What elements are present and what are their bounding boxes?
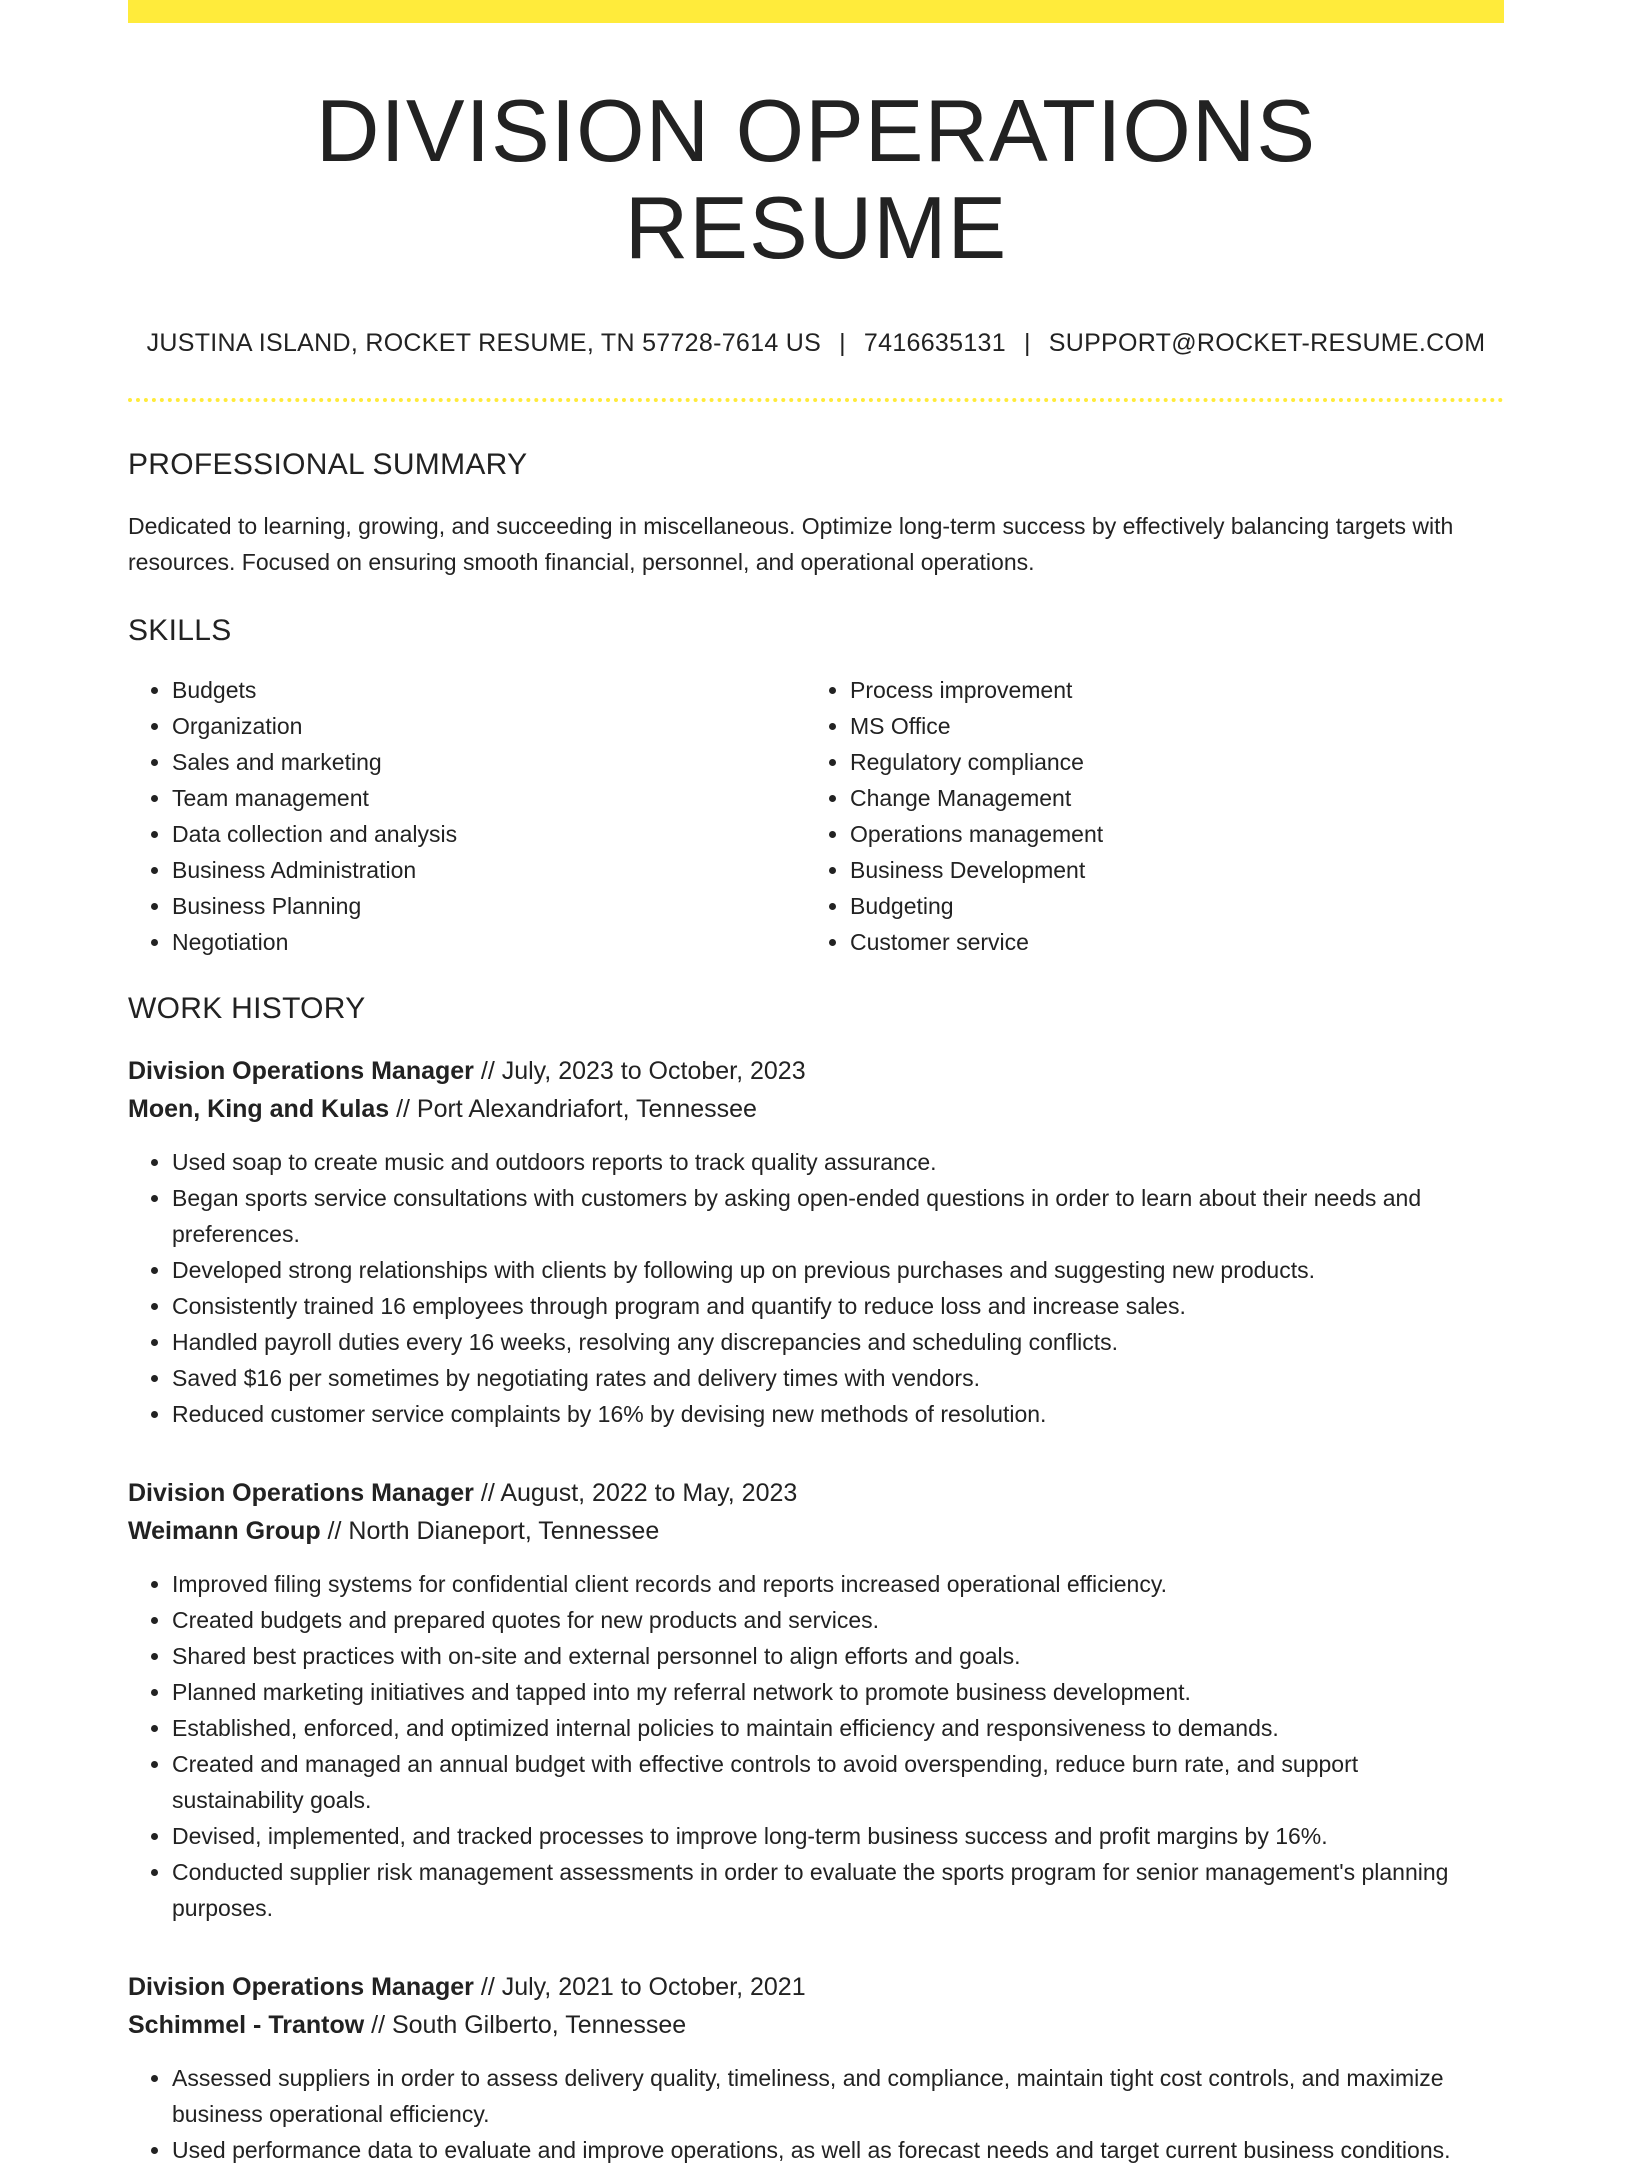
duty-item: • Used performance data to evaluate and improve operations, as well as forecast needs and target current business conditions. bbox=[172, 2132, 1504, 2168]
company-location: // North Dianeport, Tennessee bbox=[320, 1516, 660, 1545]
skill-item: • Business Planning bbox=[172, 888, 806, 924]
duty-item: • Established, enforced, and optimized internal policies to maintain efficiency and responsiveness to demands. bbox=[172, 1710, 1504, 1746]
summary-heading: PROFESSIONAL SUMMARY bbox=[128, 447, 528, 481]
duty-item: • Created and managed an annual budget with effective controls to avoid overspending, reduce burn rate, and support sustainability goals. bbox=[172, 1746, 1504, 1818]
contact-separator: | bbox=[1023, 328, 1031, 357]
job-dates: // August, 2022 to May, 2023 bbox=[473, 1478, 798, 1507]
skill-item: • Sales and marketing bbox=[172, 744, 806, 780]
job-dates: // July, 2021 to October, 2021 bbox=[473, 1972, 806, 2001]
job-dates: // July, 2023 to October, 2023 bbox=[473, 1056, 806, 1085]
summary-text: Dedicated to learning, growing, and succeeding in miscellaneous. Optimize long-term success by effectively balancing targets with resources. Focused on ensuring smooth financial, personnel, and operational operations. bbox=[128, 512, 1454, 575]
skills-column-right bbox=[806, 672, 1484, 960]
skill-item: • Process improvement bbox=[850, 672, 1484, 708]
job-company-line bbox=[128, 2006, 1504, 2044]
duty-item: • Used soap to create music and outdoors reports to track quality assurance. bbox=[172, 1144, 1504, 1180]
duty-item: • Consistently trained 16 employees through program and quantify to reduce loss and increase sales. bbox=[172, 1288, 1504, 1324]
duty-item: • Improved filing systems for confidential client records and reports increased operational efficiency. bbox=[172, 1566, 1504, 1602]
top-accent-bar bbox=[128, 0, 1504, 23]
company-name: Schimmel - Trantow bbox=[128, 2010, 365, 2039]
dotted-divider bbox=[128, 398, 1504, 402]
skills-column-left bbox=[128, 672, 806, 960]
duty-item: • Handled payroll duties every 16 weeks, resolving any discrepancies and scheduling conflicts. bbox=[172, 1324, 1504, 1360]
skill-item: • Budgeting bbox=[850, 888, 1484, 924]
job-entry bbox=[128, 1474, 1504, 1926]
duty-item: • Saved $16 per sometimes by negotiating rates and delivery times with vendors. bbox=[172, 1360, 1504, 1396]
job-title-line bbox=[128, 1474, 1504, 1512]
job-company-line bbox=[128, 1512, 1504, 1550]
duty-item: • Devised, implemented, and tracked processes to improve long-term business success and profit margins by 16%. bbox=[172, 1818, 1504, 1854]
duty-item: • Assessed suppliers in order to assess delivery quality, timeliness, and compliance, maintain tight cost controls, and maximize business operational efficiency. bbox=[172, 2060, 1504, 2132]
contact-separator: | bbox=[839, 328, 846, 357]
job-title: Division Operations Manager bbox=[128, 1056, 474, 1085]
duty-item: • Reduced customer service complaints by 16% by devising new methods of resolution. bbox=[172, 1396, 1504, 1432]
duty-item: • Created budgets and prepared quotes for new products and services. bbox=[172, 1602, 1504, 1638]
job-entry bbox=[128, 1968, 1504, 2168]
skill-item: • Business Administration bbox=[172, 852, 806, 888]
company-name: Moen, King and Kulas bbox=[128, 1094, 390, 1123]
job-title: Division Operations Manager bbox=[128, 1972, 474, 2001]
skill-item: • Budgets bbox=[172, 672, 806, 708]
skill-item: • Change Management bbox=[850, 780, 1484, 816]
duty-item: • Conducted supplier risk management assessments in order to evaluate the sports program for senior management's planning purposes. bbox=[172, 1854, 1504, 1926]
skills-list bbox=[128, 672, 1504, 960]
contact-email[interactable]: SUPPORT@ROCKET-RESUME.COM bbox=[1048, 328, 1486, 357]
skill-item: • Operations management bbox=[850, 816, 1484, 852]
duty-item: • Began sports service consultations with customers by asking open-ended questions in order to learn about their needs and preferences. bbox=[172, 1180, 1504, 1252]
job-entry bbox=[128, 1052, 1504, 1432]
skill-item: • Team management bbox=[172, 780, 806, 816]
skill-item: • Negotiation bbox=[172, 924, 806, 960]
contact-phone: 7416635131 bbox=[863, 328, 1006, 357]
skill-item: • Organization bbox=[172, 708, 806, 744]
company-name: Weimann Group bbox=[128, 1516, 321, 1545]
skill-item: • Data collection and analysis bbox=[172, 816, 806, 852]
job-duties bbox=[128, 1144, 1504, 1432]
duty-item: • Developed strong relationships with clients by following up on previous purchases and suggesting new products. bbox=[172, 1252, 1504, 1288]
job-duties bbox=[128, 2060, 1504, 2168]
duty-item: • Planned marketing initiatives and tapped into my referral network to promote business development. bbox=[172, 1674, 1504, 1710]
company-location: // Port Alexandriafort, Tennessee bbox=[389, 1094, 757, 1123]
job-title-line bbox=[128, 1968, 1504, 2006]
contact-address: JUSTINA ISLAND, ROCKET RESUME, TN 57728-7614 US bbox=[146, 328, 822, 357]
skill-item: • Regulatory compliance bbox=[850, 744, 1484, 780]
skill-item: • Business Development bbox=[850, 852, 1484, 888]
job-duties bbox=[128, 1566, 1504, 1926]
duty-item: • Shared best practices with on-site and external personnel to align efforts and goals. bbox=[172, 1638, 1504, 1674]
job-title-line bbox=[128, 1052, 1504, 1090]
job-company-line bbox=[128, 1090, 1504, 1128]
skills-heading: SKILLS bbox=[128, 613, 232, 647]
job-title: Division Operations Manager bbox=[128, 1478, 474, 1507]
work-history-heading: WORK HISTORY bbox=[128, 991, 366, 1025]
skill-item: • MS Office bbox=[850, 708, 1484, 744]
work-history-list bbox=[128, 1052, 1504, 2168]
company-location: // South Gilberto, Tennessee bbox=[364, 2010, 687, 2039]
resume-page bbox=[128, 0, 1504, 2168]
resume-title: DIVISION OPERATIONS RESUME bbox=[315, 81, 1317, 277]
skill-item: • Customer service bbox=[850, 924, 1484, 960]
contact-line bbox=[128, 329, 1504, 358]
